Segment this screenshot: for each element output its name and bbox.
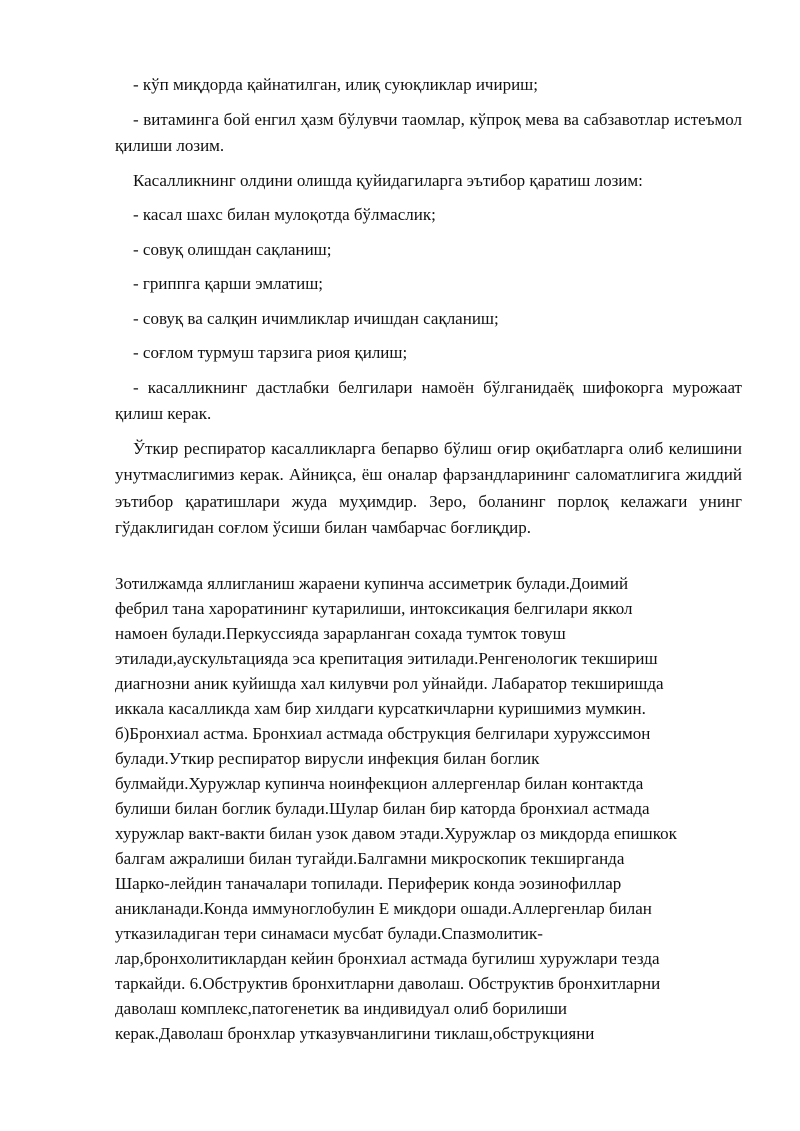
text-line: фебрил тана хароратининг кутарилиши, интоксикация белгилари яккол: [115, 599, 633, 618]
text-line: булади.Уткир респиратор вирусли инфекция билан боглик: [115, 749, 540, 768]
text-line: булиши билан боглик булади.Шулар билан бир каторда бронхиал астмада: [115, 799, 650, 818]
plain-text-section: [115, 571, 742, 1046]
list-item-contact: - касал шахс билан мулоқотда бўлмаслик;: [133, 205, 436, 224]
text-line: Зотилжамда яллигланиш жараени купинча ассиметрик булади.Доимий: [115, 574, 629, 593]
text-line: балгам ажралиши билан тугайди.Балгамни микроскопик текширганда: [115, 849, 625, 868]
text-line: этилади,аускультацияда эса крепитация эитилади.Ренгенологик текшириш: [115, 649, 658, 668]
text-line: керак.Даволаш бронхлар утказувчанлигини тиклаш,обструкцияни: [115, 1024, 595, 1043]
text-line: б)Бронхиал астма. Бронхиал астмада обструкция белгилари хуружссимон: [115, 724, 651, 743]
list-item-lifestyle: - соғлом турмуш тарзига риоя қилиш;: [133, 343, 408, 362]
text-line: утказиладиган тери синамаси мусбат булади.Спазмолитик-: [115, 924, 543, 943]
list-item-diet: - витаминга бой енгил ҳазм бўлувчи таомлар, кўпроқ мева ва сабзавотлар истеъмол қилиши лозим.: [115, 109, 742, 155]
text-line: булмайди.Хуружлар купинча ноинфекцион аллергенлар билан контактда: [115, 774, 644, 793]
conclusion-paragraph: Ўткир респиратор касалликларга бепарво бўлиш оғир оқибатларга олиб келишини унутмаслигимиз керак. Айниқса, ёш оналар фарзандларининг саломатлигига жиддий эътибор қаратишлари жуда муҳимдир. Зеро, боланинг порлоқ келажаги унинг гўдаклигидан соғлом ўсиши билан чамбарчас боғлиқдир.: [115, 438, 742, 537]
text-line: даволаш комплекс,патогенетик ва индивидуал олиб борилиши: [115, 999, 568, 1018]
text-line: таркайди. 6.Обструктив бронхитларни даволаш. Обструктив бронхитларни: [115, 974, 661, 993]
text-line: лар,бронхолитиклардан кейин бронхиал астмада бугилиш хуружлари тезда: [115, 949, 660, 968]
text-line: намоен булади.Перкуссияда зарарланган сохада тумток товуш: [115, 624, 566, 643]
list-item-vaccination: - гриппга қарши эмлатиш;: [133, 274, 324, 293]
formatted-text-section: [115, 72, 742, 550]
list-item-cold: - совуқ олишдан сақланиш;: [133, 239, 332, 259]
text-line: иккала касалликда хам бир хилдаги курсаткичларни куришимиз мумкин.: [115, 699, 646, 718]
list-item-doctor: - касалликнинг дастлабки белгилари намоён бўлганидаёқ шифокорга мурожаат қилиш керак.: [115, 377, 742, 423]
text-line: аникланади.Конда иммуноглобулин Е микдори ошади.Аллергенлар билан: [115, 899, 652, 918]
text-line: Шарко-лейдин таначалари топилади. Периферик конда эозинофиллар: [115, 874, 622, 893]
prevention-intro: Касалликнинг олдини олишда қуйидагиларга эътибор қаратиш лозим:: [133, 170, 643, 190]
text-line: диагнозни аник куйишда хал килувчи рол уйнайди. Лабаратор текширишда: [115, 674, 664, 693]
list-item-cold-drinks: - совуқ ва салқин ичимликлар ичишдан сақланиш;: [133, 308, 499, 328]
list-item-drinks: - кўп миқдорда қайнатилган, илиқ суюқликлар ичириш;: [133, 75, 538, 94]
text-line: хуружлар вакт-вакти билан узок давом этади.Хуружлар оз микдорда епишкок: [115, 824, 677, 843]
